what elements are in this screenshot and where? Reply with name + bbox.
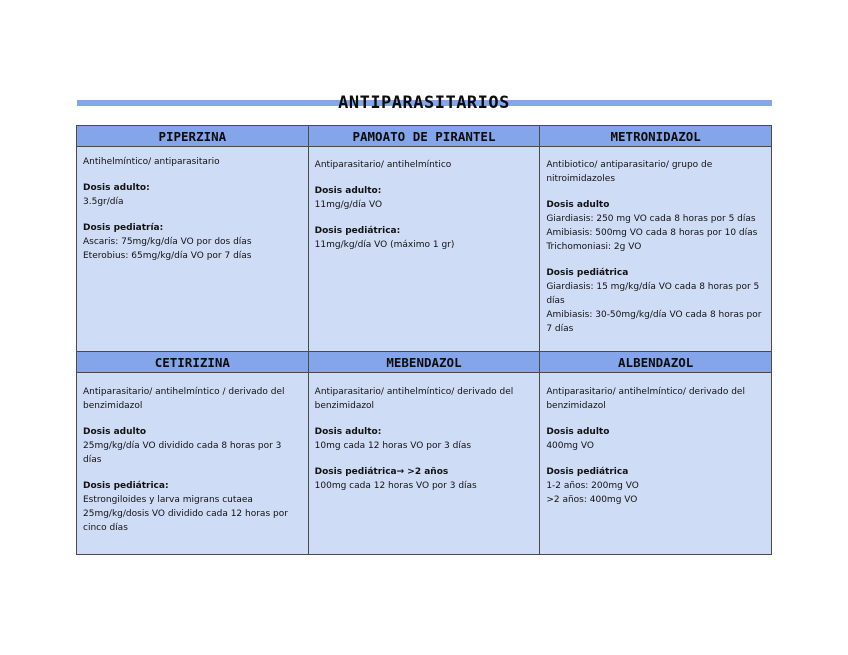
table-header-row [77, 351, 772, 372]
pediatric-dose-line: >2 años: 400mg VO [546, 494, 638, 505]
pediatric-dose-line: Amibiasis: 30-50mg/kg/día VO cada 8 horas por 7 días [546, 309, 762, 334]
spacer [315, 172, 534, 184]
drug-description: Antiparasitario/ antihelmíntico [314, 159, 452, 170]
spacer [83, 209, 302, 221]
spacer [83, 413, 302, 425]
pediatric-dose-line: 25mg/kg/dosis VO dividido cada 12 horas por cinco días [83, 508, 288, 533]
drug-cell-1 [308, 146, 540, 351]
adult-dose-line: Giardiasis: 250 mg VO cada 8 horas por 5 días [546, 213, 756, 224]
drug-cell-0 [77, 146, 309, 351]
drug-details [309, 373, 540, 497]
drug-table [76, 125, 772, 555]
table-row [77, 372, 772, 554]
drug-name: METRONIDAZOL [610, 129, 701, 145]
drug-name: PIPERZINA [158, 129, 227, 145]
drug-description: Antiparasitario/ antihelmíntico/ derivado del benzimidazol [546, 386, 745, 411]
adult-dose-heading: Dosis adulto: [83, 182, 150, 193]
pediatric-dose-line: 100mg cada 12 horas VO por 3 días [314, 480, 477, 491]
pediatric-dose-line: Ascaris: 75mg/kg/día VO por dos días [83, 236, 252, 247]
drug-header-0 [77, 126, 309, 147]
table-header-row [77, 126, 772, 147]
spacer [546, 453, 765, 465]
adult-dose-line: Amibiasis: 500mg VO cada 8 horas por 10 días [546, 227, 758, 238]
drug-name: MEBENDAZOL [386, 355, 462, 371]
pediatric-dose-heading: Dosis pediátrica→ >2 años [314, 466, 449, 477]
drug-details [540, 147, 771, 340]
pediatric-dose-line: Eterobius: 65mg/kg/día VO por 7 días [83, 250, 252, 261]
document-title-text: ANTIPARASITARIOS [338, 93, 510, 113]
drug-name: ALBENDAZOL [618, 355, 694, 371]
drug-details [77, 373, 308, 539]
adult-dose-line: 25mg/kg/día VO dividido cada 8 horas por 3 días [83, 440, 282, 465]
drug-header-3 [77, 351, 309, 372]
pediatric-dose-heading: Dosis pediatría: [83, 222, 164, 233]
pediatric-dose-heading: Dosis pediátrica: [314, 225, 401, 236]
spacer [315, 212, 534, 224]
adult-dose-line: 11mg/g/día VO [314, 199, 383, 210]
drug-description: Antiparasitario/ antihelmíntico / derivado del benzimidazol [83, 386, 285, 411]
drug-details [540, 373, 771, 511]
pediatric-dose-heading: Dosis pediátrica: [83, 480, 169, 491]
pediatric-dose-line: Estrongiloides y larva migrans cutaea [83, 494, 253, 505]
pediatric-dose-heading: Dosis pediátrica [546, 466, 629, 477]
spacer [83, 467, 302, 479]
drug-cell-2 [540, 146, 772, 351]
table-row [77, 146, 772, 351]
pediatric-dose-line: 11mg/kg/día VO (máximo 1 gr) [314, 239, 455, 250]
pediatric-dose-line: 1-2 años: 200mg VO [546, 480, 639, 491]
drug-description: Antibiotico/ antiparasitario/ grupo de nitroimidazoles [546, 159, 713, 184]
drug-header-2 [540, 126, 772, 147]
drug-name: CETIRIZINA [154, 355, 230, 371]
adult-dose-heading: Dosis adulto: [314, 426, 382, 437]
pediatric-dose-line: Giardiasis: 15 mg/kg/día VO cada 8 horas por 5 días [546, 281, 760, 306]
spacer [83, 169, 302, 181]
drug-header-4 [308, 351, 540, 372]
spacer [315, 453, 534, 465]
drug-cell-3 [77, 372, 309, 554]
adult-dose-line: 3.5gr/día [83, 196, 124, 207]
adult-dose-heading: Dosis adulto [546, 199, 610, 210]
adult-dose-heading: Dosis adulto: [314, 185, 382, 196]
drug-name: PAMOATO DE PIRANTEL [352, 129, 496, 145]
adult-dose-heading: Dosis adulto [546, 426, 610, 437]
document-title [0, 93, 848, 113]
drug-details [309, 147, 540, 256]
drug-description: Antihelmíntico/ antiparasitario [83, 156, 220, 167]
pediatric-dose-heading: Dosis pediátrica [546, 267, 629, 278]
spacer [546, 186, 765, 198]
drug-details [77, 147, 308, 267]
adult-dose-heading: Dosis adulto [83, 426, 147, 437]
drug-description: Antiparasitario/ antihelmíntico/ derivado del benzimidazol [314, 386, 514, 411]
spacer [315, 413, 534, 425]
adult-dose-line: Trichomoniasi: 2g VO [546, 241, 642, 252]
drug-header-1 [308, 126, 540, 147]
spacer [546, 413, 765, 425]
adult-dose-line: 10mg cada 12 horas VO por 3 días [314, 440, 472, 451]
spacer [546, 254, 765, 266]
adult-dose-line: 400mg VO [546, 440, 594, 451]
drug-cell-4 [308, 372, 540, 554]
drug-header-5 [540, 351, 772, 372]
drug-cell-5 [540, 372, 772, 554]
